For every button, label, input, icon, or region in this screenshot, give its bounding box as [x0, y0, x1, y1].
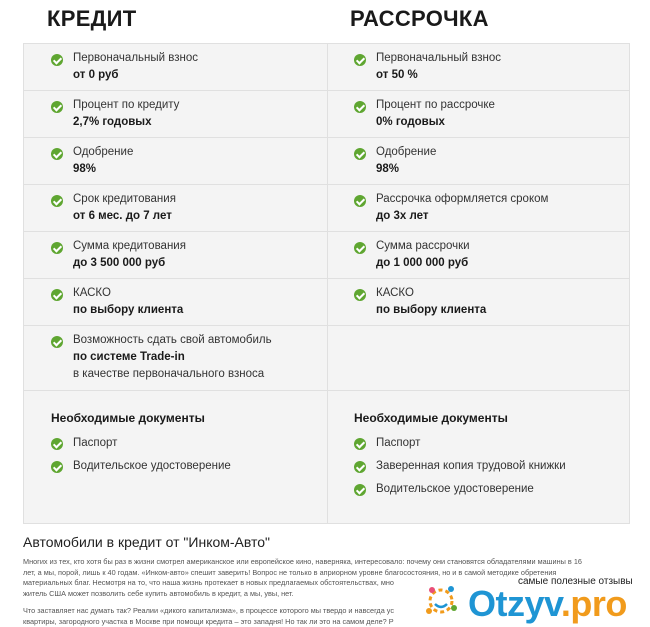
column-divider: [327, 44, 328, 523]
row-divider: [24, 325, 629, 326]
row-label: Срок кредитования: [73, 191, 176, 208]
row-value: 2,7% годовых: [73, 114, 179, 131]
row-label: Процент по рассрочке: [376, 97, 495, 114]
row-divider: [24, 137, 629, 138]
article-title: Автомобили в кредит от "Инком-Авто": [23, 534, 270, 550]
row-value: 98%: [376, 161, 436, 178]
row-label: Рассрочка оформляется сроком: [376, 191, 548, 208]
check-icon: [354, 461, 366, 473]
check-icon: [354, 195, 366, 207]
article-line: Многих из тех, кто хотя бы раз в жизни смотрел американское или европейское кино, наверняка, интересовало: почему они становятся обладателями машины в 16: [23, 557, 643, 568]
article-line: лет, а мы, порой, лишь к 40 годам. «Инком-авто» спешит заверить! Вопрос не только в априорном уровне благосостояния, но и в самой методике обретения: [23, 568, 643, 579]
watermark-brand: Otzyv.pro: [468, 583, 627, 625]
check-icon: [354, 289, 366, 301]
check-icon: [354, 148, 366, 160]
check-icon: [51, 195, 63, 207]
row-value: по системе Trade-in: [73, 349, 272, 366]
row-divider: [24, 184, 629, 185]
installment-docs-title: Необходимые документы: [354, 411, 508, 425]
row-value: от 0 руб: [73, 67, 198, 84]
row-label: Процент по кредиту: [73, 97, 179, 114]
row-value: по выбору клиента: [73, 302, 183, 319]
installment-doc-item: Водительское удостоверение: [376, 483, 534, 495]
row-label: Одобрение: [73, 144, 133, 161]
row-divider: [24, 90, 629, 91]
check-icon: [51, 101, 63, 113]
credit-docs-title: Необходимые документы: [51, 411, 205, 425]
row-label: Одобрение: [376, 144, 436, 161]
row-value: по выбору клиента: [376, 302, 486, 319]
installment-doc-item: Паспорт: [376, 437, 420, 449]
row-extra: в качестве первоначального взноса: [73, 366, 272, 383]
watermark-tagline: самые полезные отзывы: [518, 576, 633, 587]
row-value: 0% годовых: [376, 114, 495, 131]
check-icon: [354, 101, 366, 113]
row-value: 98%: [73, 161, 133, 178]
article-line: житель США может позволить себе купить автомобиль в кредит, а мы, увы, нет.: [23, 589, 643, 600]
row-label: Сумма кредитования: [73, 238, 186, 255]
row-label: КАСКО: [376, 285, 486, 302]
credit-doc-item: Паспорт: [73, 437, 117, 449]
row-divider: [24, 278, 629, 279]
row-value: от 6 мес. до 7 лет: [73, 208, 176, 225]
row-value: до 3 500 000 руб: [73, 255, 186, 272]
check-icon: [354, 438, 366, 450]
check-icon: [51, 148, 63, 160]
credit-header: КРЕДИТ: [47, 6, 137, 32]
check-icon: [51, 242, 63, 254]
installment-doc-item: Заверенная копия трудовой книжки: [376, 460, 566, 472]
row-divider: [24, 390, 629, 391]
row-label: Возможность сдать свой автомобиль: [73, 332, 272, 349]
row-label: КАСКО: [73, 285, 183, 302]
installment-header: РАССРОЧКА: [350, 6, 489, 32]
row-value: от 50 %: [376, 67, 501, 84]
row-label: Сумма рассрочки: [376, 238, 470, 255]
article-paragraph: [23, 606, 443, 627]
check-icon: [51, 461, 63, 473]
row-label: Первоначальный взнос: [73, 50, 198, 67]
check-icon: [354, 242, 366, 254]
check-icon: [51, 438, 63, 450]
comparison-table: [23, 43, 630, 524]
check-icon: [51, 54, 63, 66]
check-icon: [354, 484, 366, 496]
row-value: до 1 000 000 руб: [376, 255, 470, 272]
otzyv-logo-icon: [420, 580, 462, 622]
row-value: до 3х лет: [376, 208, 548, 225]
check-icon: [51, 289, 63, 301]
article-line: Что заставляет нас думать так? Реалии «дикого капитализма», в процессе которого мы твердо и навсегда ус: [23, 606, 443, 617]
check-icon: [354, 54, 366, 66]
row-label: Первоначальный взнос: [376, 50, 501, 67]
row-divider: [24, 231, 629, 232]
credit-doc-item: Водительское удостоверение: [73, 460, 231, 472]
article-line: материальных благ. Несмотря на то, что наша жизнь протекает в новых предлагаемых обстоятельствах, мно: [23, 578, 643, 589]
article-line: квартиры, загородного участка в Москве при помощи кредита – это западня! Но так ли это на самом деле? Р: [23, 617, 443, 627]
check-icon: [51, 336, 63, 348]
